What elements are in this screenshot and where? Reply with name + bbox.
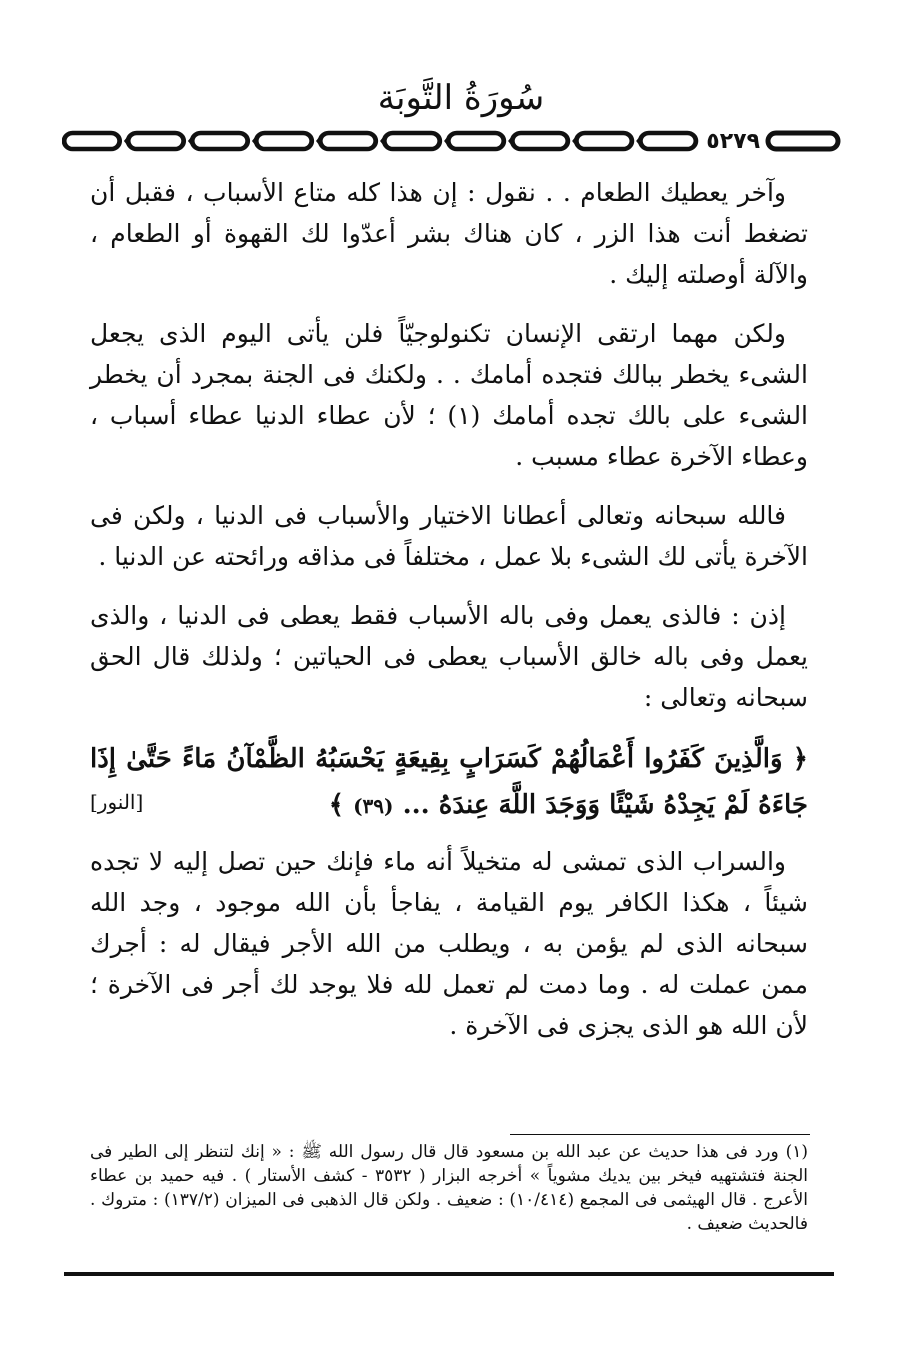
- verse-text: ﴿ وَالَّذِينَ كَفَرُوا أَعْمَالُهُمْ كَسَرَابٍ بِقِيعَةٍ يَحْسَبُهُ الظَّمْآنُ مَاءً حَتَّىٰ إِذَا جَاءَهُ لَمْ يَجِدْهُ شَيْئًا وَوَجَدَ اللَّهَ عِندَهُ ...: [90, 744, 808, 820]
- bottom-rule: [64, 1272, 834, 1276]
- paragraph-4: إذن : فالذى يعمل وفى باله الأسباب فقط يعطى فى الدنيا ، والذى يعمل وفى باله خالق الأسباب يعطى فى الحياتين ؛ ولذلك قال الحق سبحانه وتعالى :: [90, 601, 808, 712]
- surah-reference: [النور]: [90, 790, 144, 814]
- footnote: (١) ورد فى هذا حديث عن عبد الله بن مسعود قال قال رسول الله ﷺ : « إنك لتنظر إلى الطير فى الجنة فتشتهيه فيخر بين يديك مشوياً » أخرجه البزار ( ٣٥٣٢ - كشف الأستار ) . فيه حميد بن عطاء الأعرج . قال الهيثمى فى المجمع (١٠/٤١٤) : ضعيف . ولكن قال الذهبى فى الميزان (١٣٧/٢) : متروك . فالحديث ضعيف .: [90, 1142, 809, 1234]
- paragraph-1: وآخر يعطيك الطعام . . نقول : إن هذا كله متاع الأسباب ، فقبل أن تضغط أنت هذا الزر ، كان هناك بشر أعدّوا لك القهوة أو الطعام ، والآلة أوصلته إليك .: [90, 178, 808, 289]
- ayah-number: (٣٩): [353, 794, 394, 818]
- main-text: [90, 172, 808, 1064]
- verse-closing-bracket: ﴾: [328, 790, 345, 820]
- header-ornament-band: [62, 128, 844, 154]
- paragraph-3: فالله سبحانه وتعالى أعطانا الاختيار والأسباب فى الدنيا ، ولكن فى الآخرة يأتى لك الشىء بلا عمل ، مختلفاً فى مذاقه ورائحته عن الدنيا .: [90, 501, 808, 571]
- ornament-chain-left: [62, 128, 702, 154]
- page-number: ٥٢٧٩: [706, 128, 760, 154]
- ornament-chain-right: [764, 128, 844, 154]
- footnote-separator: [510, 1134, 810, 1135]
- quran-verse: [90, 736, 808, 829]
- surah-title: سُورَةُ التَّوبَة: [377, 78, 545, 118]
- paragraph-2: ولكن مهما ارتقى الإنسان تكنولوجيّاً فلن يأتى اليوم الذى يجعل الشىء يخطر ببالك فتجده أمامك . . ولكنك فى الجنة بمجرد أن يخطر الشىء على بالك تجده أمامك (١) ؛ لأن عطاء الدنيا عطاء أسباب ، وعطاء الآخرة عطاء مسبب .: [90, 319, 809, 471]
- paragraph-5: والسراب الذى تمشى له متخيلاً أنه ماء فإنك حين تصل إليه لا تجده شيئاً ، هكذا الكافر يوم القيامة ، يفاجأ بأن الله موجود ، وجد الله سبحانه الذى لم يؤمن به ، ويطلب من الله الأجر فيقال له : أجرك ممن عملت له . وما دمت لم تعمل لله فلا يوجد لك أجر فى الآخرة ؛ لأن الله هو الذى يجزى فى الآخرة .: [90, 847, 808, 1040]
